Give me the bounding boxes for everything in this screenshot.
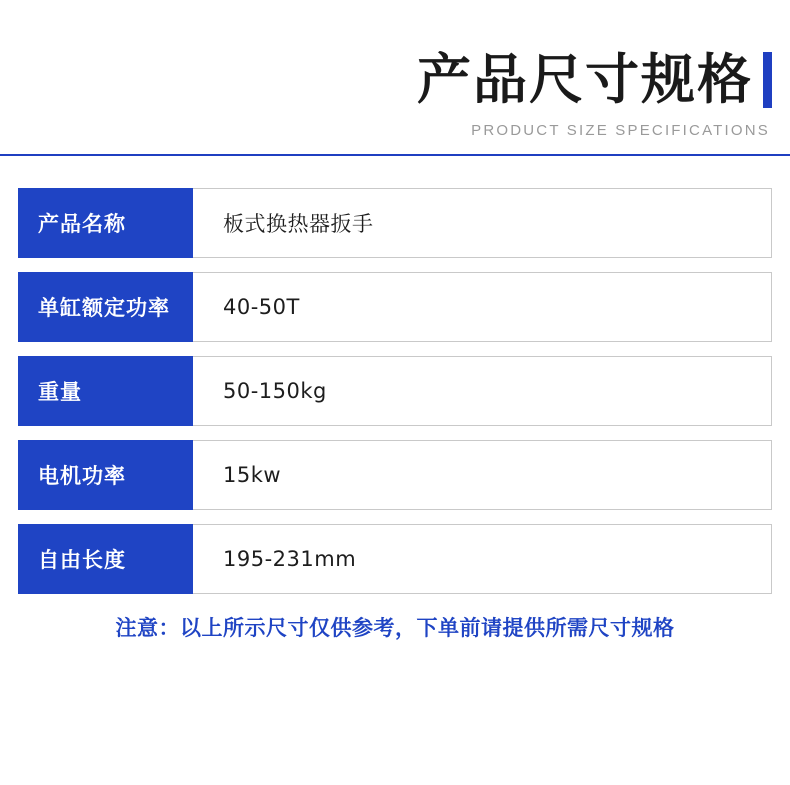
table-row [18,188,772,258]
spec-value: 50-150kg [223,379,327,403]
table-row [18,272,772,342]
spec-label: 单缸额定功率 [18,272,193,342]
spec-label: 产品名称 [18,188,193,258]
header-divider [0,154,790,156]
spec-value: 板式换热器扳手 [223,212,374,236]
note-text: 注意：以上所示尺寸仅供参考，下单前请提供所需尺寸规格 [115,616,675,640]
spec-value: 40-50T [223,295,300,319]
spec-label: 电机功率 [18,440,193,510]
header-accent-bar [763,52,772,108]
spec-label: 重量 [18,356,193,426]
table-row [18,440,772,510]
page-header [0,0,790,172]
spec-label: 自由长度 [18,524,193,594]
spec-table [18,188,772,594]
spec-value: 15kw [223,463,282,487]
spec-value: 195-231mm [223,547,357,571]
page-subtitle: PRODUCT SIZE SPECIFICATIONS [471,122,770,139]
header-title-row [417,48,772,111]
table-row [18,524,772,594]
table-row [18,356,772,426]
page-title: 产品尺寸规格 [417,48,753,111]
